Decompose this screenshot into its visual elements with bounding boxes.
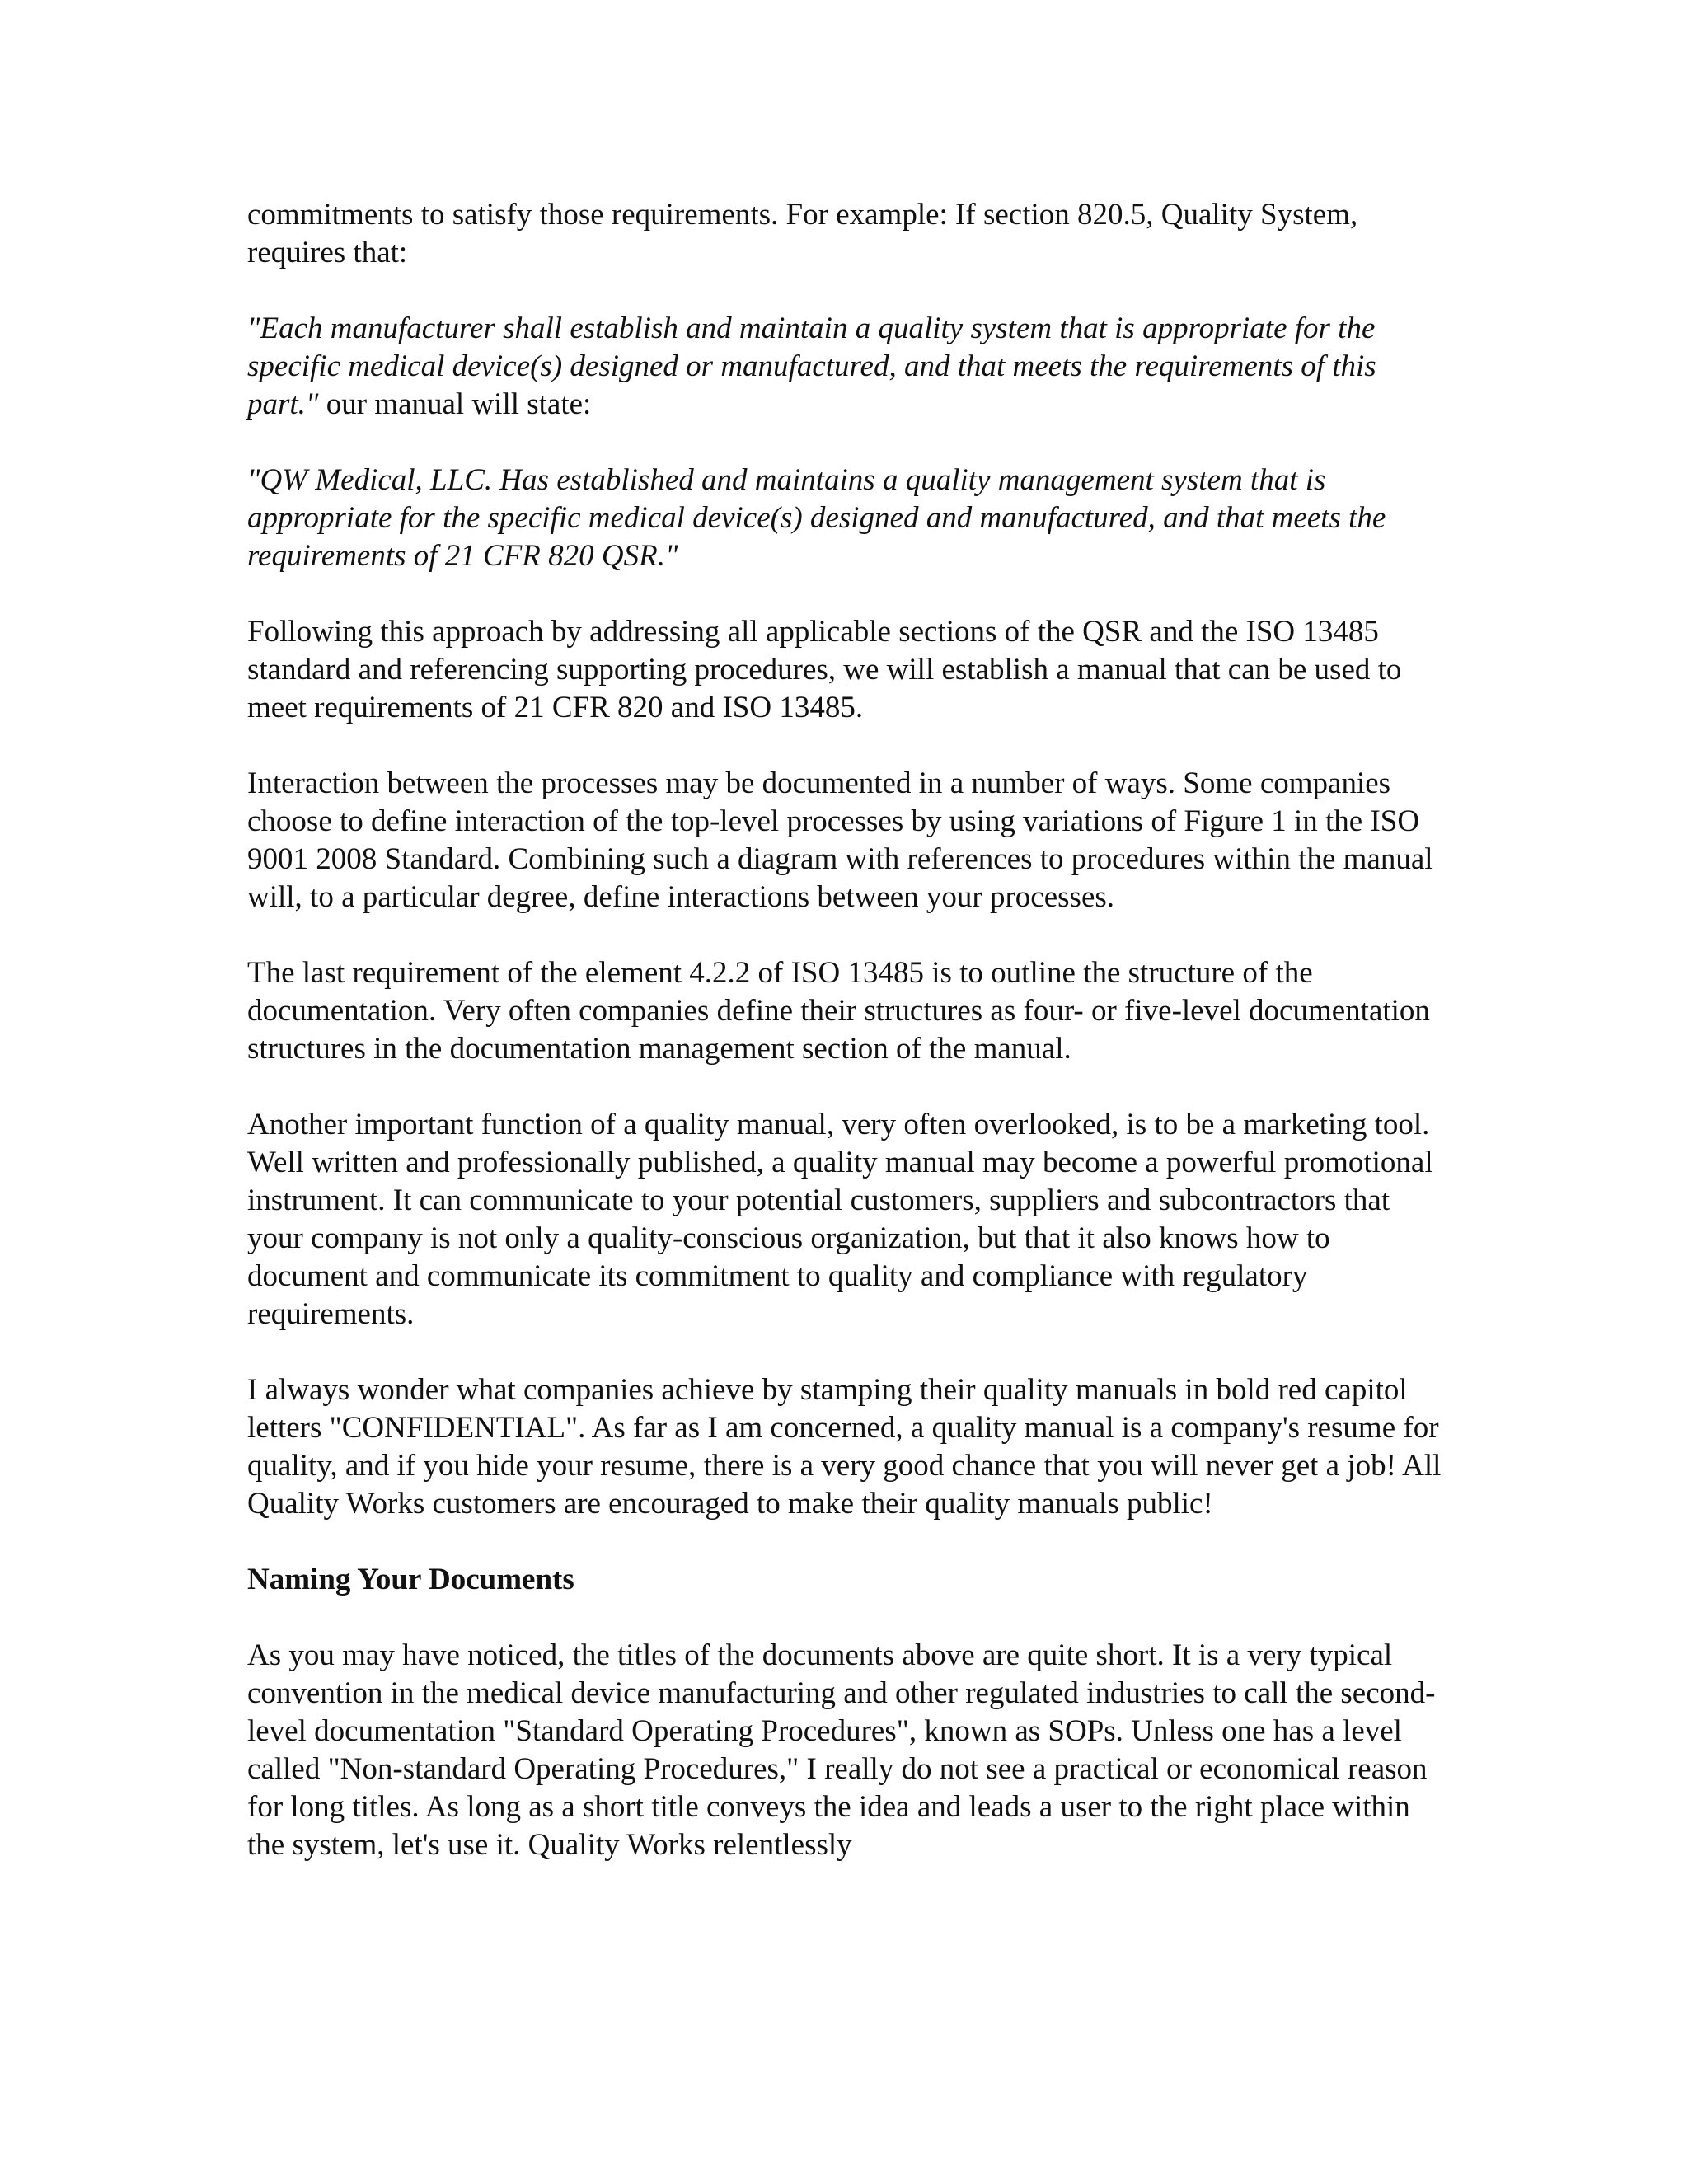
document-page <box>247 196 1442 1864</box>
paragraph-intro: commitments to satisfy those requirements. For example: If section 820.5, Quality System, requires that: <box>247 198 1358 269</box>
paragraph-marketing: Another important function of a quality manual, very often overlooked, is to be a marketing tool. Well written and professionally published, a quality manual may become a powerful promotional instrument. It can communicate to your potential customers, suppliers and subcontractors that your company is not only a quality-conscious organization, but that it also knows how to document and communicate its commitment to quality and compliance with regulatory requirements. <box>247 1108 1433 1331</box>
paragraph-interaction: Interaction between the processes may be documented in a number of ways. Some companies choose to define interaction of the top-level processes by using variations of Figure 1 in the ISO 9001 2008 Standard. Combining such a diagram with references to procedures within the manual will, to a particular degree, define interactions between your processes. <box>247 766 1433 914</box>
paragraph-naming: As you may have noticed, the titles of the documents above are quite short. It is a very typical convention in the medical device manufacturing and other regulated industries to call the second-level documentation "Standard Operating Procedures", known as SOPs. Unless one has a level called "Non-standard Operating Procedures," I really do not see a practical or economical reason for long titles. As long as a short title conveys the idea and leads a user to the right place within the system, let's use it. Quality Works relentlessly <box>247 1638 1436 1862</box>
paragraph-structure: The last requirement of the element 4.2.2 of ISO 13485 is to outline the structure of the documentation. Very often companies define their structures as four- or five-level documentation structures in the documentation management section of the manual. <box>247 956 1430 1066</box>
section-heading: Naming Your Documents <box>247 1563 574 1596</box>
paragraph-confidential: I always wonder what companies achieve by stamping their quality manuals in bold red capitol letters "CONFIDENTIAL". As far as I am concerned, a quality manual is a company's resume for quality, and if you hide your resume, there is a very good chance that you will never get a job! All Quality Works customers are encouraged to make their quality manuals public! <box>247 1373 1442 1521</box>
paragraph-approach: Following this approach by addressing all applicable sections of the QSR and the ISO 13485 standard and referencing supporting procedures, we will establish a manual that can be used to meet requirements of 21 CFR 820 and ISO 13485. <box>247 615 1402 724</box>
paragraph-quote-regulation <box>247 310 1442 424</box>
regulation-quote-tail: our manual will state: <box>318 387 592 421</box>
regulation-quote: "Each manufacturer shall establish and maintain a quality system that is appropriate for the specific medical device(s) designed or manufactured, and that meets the requirements of this part." <box>247 312 1376 421</box>
paragraph-quote-manual: "QW Medical, LLC. Has established and maintains a quality management system that is appropriate for the specific medical device(s) designed and manufactured, and that meets the requirements of 21 CFR 820 QSR." <box>247 463 1386 573</box>
